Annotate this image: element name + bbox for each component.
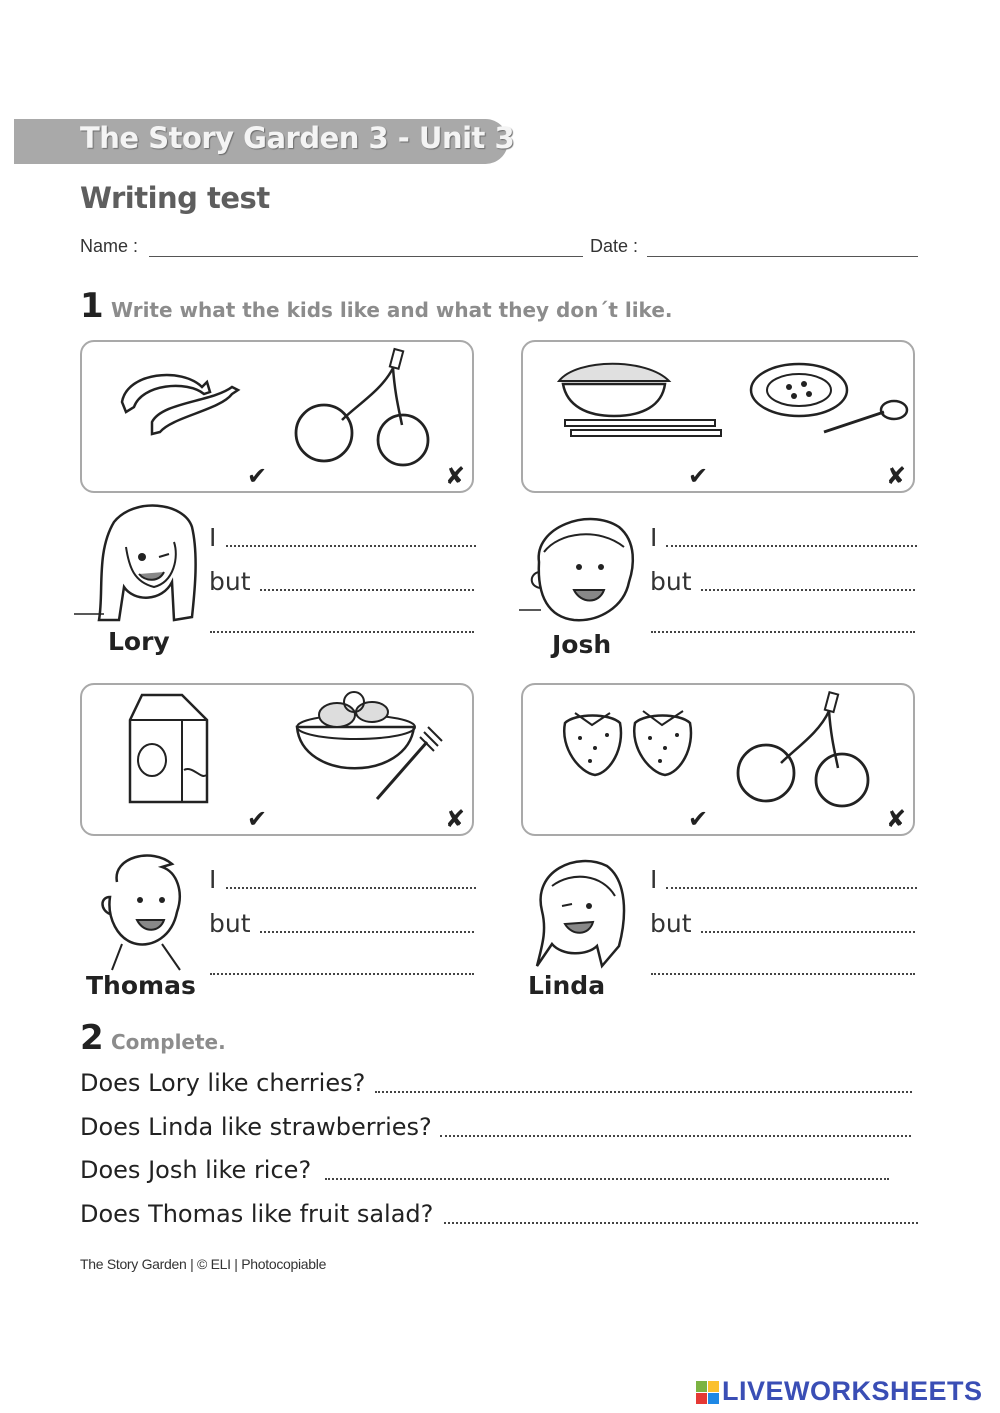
liveworksheets-logo-icon — [696, 1381, 720, 1405]
answer-word-i: I — [209, 865, 217, 894]
kid-name-thomas: Thomas — [86, 971, 196, 1000]
answer-word-i: I — [650, 865, 658, 894]
answer-word-i: I — [209, 523, 217, 552]
page-title: The Story Garden 3 - Unit 3 — [80, 121, 515, 155]
linda-answer-line-2[interactable] — [701, 931, 915, 933]
like-check-icon: ✔ — [247, 462, 268, 490]
name-field[interactable] — [149, 256, 583, 257]
josh-answer-line-3[interactable] — [651, 631, 915, 633]
question-2-answer-line[interactable] — [440, 1135, 911, 1137]
test-subtitle: Writing test — [80, 181, 270, 215]
question-1-answer-line[interactable] — [375, 1091, 912, 1093]
answer-word-i: I — [650, 523, 658, 552]
answer-word-but: but — [650, 567, 692, 596]
cherries-icon — [287, 350, 437, 465]
section-1-number: 1 — [80, 286, 104, 326]
liveworksheets-brand: LIVEWORKSHEETS — [722, 1376, 983, 1406]
lory-food-card — [80, 340, 474, 493]
dislike-cross-icon: ✘ — [445, 462, 466, 490]
answer-word-but: but — [209, 909, 251, 938]
fruit-salad-icon — [292, 687, 452, 807]
thomas-answer-line-2[interactable] — [260, 931, 474, 933]
answer-word-but: but — [209, 567, 251, 596]
rice-bowl-icon — [557, 356, 722, 446]
dislike-cross-icon: ✘ — [445, 805, 466, 833]
josh-food-card — [521, 340, 915, 493]
dislike-cross-icon: ✘ — [886, 462, 907, 490]
milk-carton-icon — [122, 690, 222, 810]
josh-portrait-icon — [519, 512, 639, 627]
soup-icon — [749, 362, 914, 437]
dislike-cross-icon: ✘ — [886, 805, 907, 833]
linda-answer-line-1[interactable] — [666, 887, 917, 889]
thomas-portrait-icon — [92, 852, 192, 970]
like-check-icon: ✔ — [247, 805, 268, 833]
josh-answer-line-2[interactable] — [701, 589, 915, 591]
kid-name-linda: Linda — [528, 971, 606, 1000]
question-4: Does Thomas like fruit salad? — [80, 1200, 434, 1228]
section-2-instruction: Complete. — [111, 1030, 226, 1054]
date-label: Date : — [590, 236, 639, 256]
cherries-icon — [731, 693, 881, 808]
lory-answer-line-2[interactable] — [260, 589, 474, 591]
josh-answer-line-1[interactable] — [666, 545, 917, 547]
question-3: Does Josh like rice? — [80, 1156, 312, 1184]
question-3-answer-line[interactable] — [325, 1178, 889, 1180]
sausages-icon — [112, 362, 242, 437]
like-check-icon: ✔ — [688, 462, 709, 490]
like-check-icon: ✔ — [688, 805, 709, 833]
question-2: Does Linda like strawberries? — [80, 1113, 432, 1141]
lory-portrait-icon — [74, 502, 204, 627]
strawberries-icon — [555, 703, 695, 783]
date-field[interactable] — [647, 256, 918, 257]
lory-answer-line-3[interactable] — [210, 631, 474, 633]
kid-name-josh: Josh — [552, 630, 612, 659]
thomas-food-card — [80, 683, 474, 836]
question-4-answer-line[interactable] — [444, 1222, 918, 1224]
question-1: Does Lory like cherries? — [80, 1069, 366, 1097]
section-2-number: 2 — [80, 1018, 104, 1058]
thomas-answer-line-1[interactable] — [226, 887, 476, 889]
kid-name-lory: Lory — [108, 627, 170, 656]
linda-food-card — [521, 683, 915, 836]
page-footer: The Story Garden | © ELI | Photocopiable — [80, 1256, 327, 1272]
thomas-answer-line-3[interactable] — [210, 973, 474, 975]
linda-answer-line-3[interactable] — [651, 973, 915, 975]
lory-answer-line-1[interactable] — [226, 545, 476, 547]
answer-word-but: but — [650, 909, 692, 938]
name-label: Name : — [80, 236, 139, 256]
linda-portrait-icon — [527, 856, 632, 971]
section-1-instruction: Write what the kids like and what they don´t like. — [111, 298, 673, 322]
